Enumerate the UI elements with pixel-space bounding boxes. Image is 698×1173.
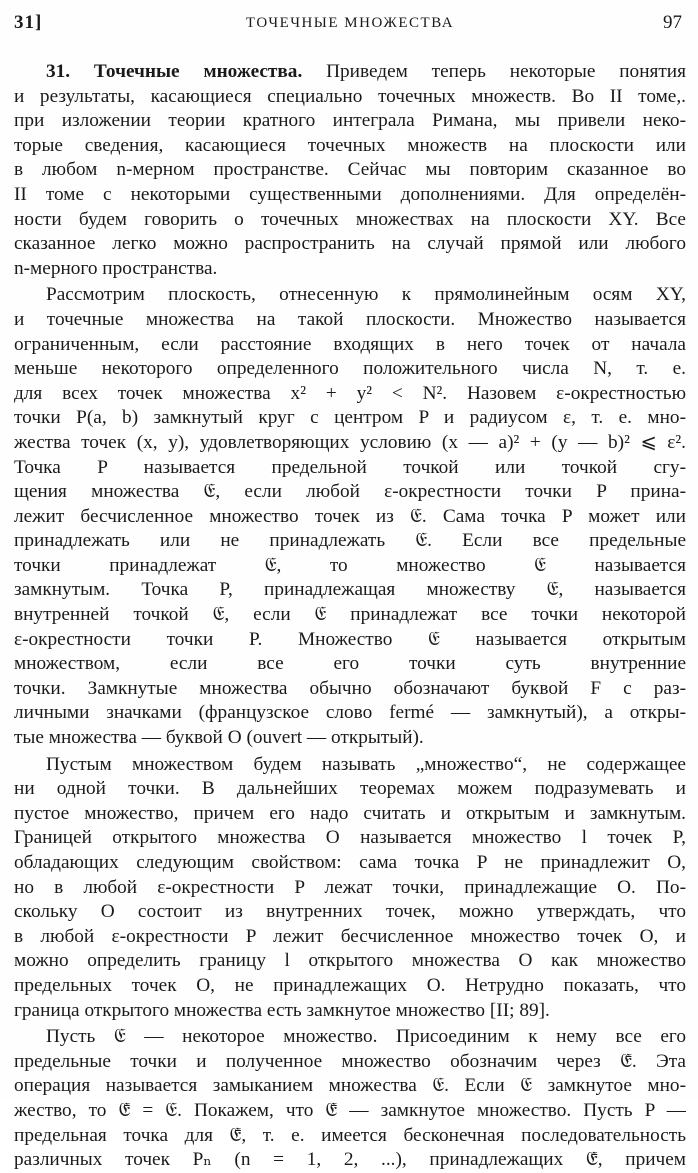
line-text: n-мерного пространства. xyxy=(14,257,218,279)
line-text: и результаты, касающиеся специально точечных множеств. Во II томе,. xyxy=(14,85,686,107)
line-text: Пусть 𝔈 — некоторое множество. Присоединим к нему все его xyxy=(46,1026,686,1048)
text-line xyxy=(14,949,686,974)
text-line xyxy=(14,900,686,925)
line-text: точки. Замкнутые множества обычно обозначают буквой F с раз- xyxy=(14,677,686,699)
text-line xyxy=(14,777,686,802)
section-title: 31. Точечные множества. xyxy=(46,61,303,82)
line-text: точки P(a, b) замкнутый круг с центром P и радиусом ε, т. е. мно- xyxy=(14,407,686,429)
text-line xyxy=(14,308,686,333)
text-line xyxy=(14,1025,686,1050)
text-line xyxy=(14,183,686,208)
text-line xyxy=(14,406,686,431)
text-line xyxy=(14,208,686,233)
line-text: и точечные множества на такой плоскости. Множество называется xyxy=(14,308,686,330)
line-text: жество, то 𝔈̄ = 𝔈. Покажем, что 𝔈̄ — замкнутое множество. Пусть P — xyxy=(14,1099,686,1121)
line-text: в любом n-мерном пространстве. Сейчас мы повторим сказанное во xyxy=(14,159,686,181)
text-line xyxy=(14,652,686,677)
line-text: щения множества 𝔈, если любой ε-окрестности точки P прина- xyxy=(14,481,686,503)
page-number: 97 xyxy=(663,12,682,33)
line-text: лежит бесчисленное множество точек из 𝔈. Сама точка P может или xyxy=(14,505,686,527)
line-text: Рассмотрим плоскость, отнесенную к прямолинейным осям XY, xyxy=(46,284,686,306)
line-text: различных точек Pₙ (n = 1, 2, ...), принадлежащих 𝔈̄, причем xyxy=(14,1149,686,1171)
text-line xyxy=(14,1050,686,1075)
text-line xyxy=(14,753,686,778)
paragraph xyxy=(14,60,686,281)
text-line xyxy=(14,134,686,159)
line-text: ограниченным, если расстояние входящих в него точек от начала xyxy=(14,333,686,355)
text-line xyxy=(14,480,686,505)
text-line xyxy=(14,382,686,407)
line-text: предельных точек O, не принадлежащих O. Нетрудно показать, что xyxy=(14,974,686,996)
line-text: Пустым множеством будем называть „множество“, не содержащее xyxy=(46,753,686,775)
line-text: Точка P называется предельной точкой или точкой сгу- xyxy=(14,456,686,478)
line-text: ности будем говорить о точечных множествах на плоскости XY. Все xyxy=(14,208,686,230)
line-text: жества точек (x, y), удовлетворяющих условию (x — a)² + (y — b)² ⩽ ε². xyxy=(14,431,686,453)
text-line xyxy=(14,456,686,481)
paragraph xyxy=(14,1025,686,1173)
line-text: можно определить границу l открытого множества O как множество xyxy=(14,950,686,972)
line-text: предельные точки и полученное множество обозначим через 𝔈̄. Эта xyxy=(14,1050,686,1072)
text-line xyxy=(14,431,686,456)
line-text: ε-окрестности точки P. Множество 𝔈 называется открытым xyxy=(14,628,686,650)
text-line xyxy=(14,1124,686,1149)
text-line xyxy=(14,851,686,876)
line-text: ни одной точки. В дальнейших теоремах можем подразумевать и xyxy=(14,778,686,800)
text-line xyxy=(14,826,686,851)
line-text: внутренней точкой 𝔈, если 𝔈 принадлежат все точки некоторой xyxy=(14,604,686,626)
text-line xyxy=(14,529,686,554)
paragraph xyxy=(14,283,686,750)
section-number: 31] xyxy=(14,12,43,33)
line-text: II томе с некоторыми существенными дополнениями. Для определён- xyxy=(14,183,686,205)
line-text: операция называется замыканием множества 𝔈. Если 𝔈 замкнутое мно- xyxy=(14,1075,686,1097)
text-line xyxy=(14,999,686,1024)
text-line xyxy=(14,158,686,183)
body-text xyxy=(14,60,686,1173)
line-text: точки принадлежат 𝔈, то множество 𝔈 называется xyxy=(14,554,686,576)
line-text: обладающих следующим свойством: сама точка P не принадлежит O, xyxy=(14,852,686,873)
text-line xyxy=(14,232,686,257)
text-line xyxy=(14,726,686,751)
text-line xyxy=(14,876,686,901)
text-line xyxy=(14,802,686,827)
text-line xyxy=(14,554,686,579)
line-text: сказанное легко можно распространить на случай прямой или любого xyxy=(14,233,686,255)
text-line xyxy=(14,357,686,382)
text-line xyxy=(14,1148,686,1173)
line-text: пустое множество, причем его надо считать и открытым и замкнутым. xyxy=(14,802,686,824)
text-line xyxy=(14,333,686,358)
line-text: принадлежать или не принадлежать 𝔈. Если все предельные xyxy=(14,530,686,552)
text-line xyxy=(14,109,686,134)
page-header xyxy=(14,10,686,36)
paragraph xyxy=(14,753,686,1024)
text-line xyxy=(14,1099,686,1124)
line-text: при изложении теории кратного интеграла Римана, мы привели неко- xyxy=(14,110,686,132)
line-text: тые множества — буквой O (ouvert — открытый). xyxy=(14,727,424,749)
text-line xyxy=(14,60,686,85)
line-text: замкнутым. Точка P, принадлежащая множеству 𝔈, называется xyxy=(14,579,686,601)
line-text: Приведем теперь некоторые понятия xyxy=(302,61,686,82)
line-text: граница открытого множества есть замкнутое множество [II; 89]. xyxy=(14,999,550,1021)
line-text: для всех точек множества x² + y² < N². Назовем ε-окрестностью xyxy=(14,382,686,404)
line-text: скольку O состоит из внутренних точек, можно утверждать, что xyxy=(14,901,686,923)
text-line xyxy=(14,578,686,603)
line-text: в любой ε-окрестности P лежит бесчисленное множество точек O, и xyxy=(14,925,686,947)
text-line xyxy=(14,677,686,702)
line-text: Границей открытого множества O называется множество l точек P, xyxy=(14,827,686,849)
text-line xyxy=(14,283,686,308)
running-title: ТОЧЕЧНЫЕ МНОЖЕСТВА xyxy=(245,15,455,31)
text-line xyxy=(14,257,686,282)
line-text: но в любой ε-окрестности P лежат точки, принадлежащие O. По- xyxy=(14,876,686,898)
line-text: множеством, если все его точки суть внутренние xyxy=(14,653,686,675)
text-line xyxy=(14,974,686,999)
line-text: предельная точка для 𝔈̄, т. е. имеется бесконечная последовательность xyxy=(14,1124,686,1146)
text-line xyxy=(14,505,686,530)
text-line xyxy=(14,628,686,653)
line-text: меньше некоторого определенного положительного числа N, т. е. xyxy=(14,358,686,380)
text-line xyxy=(14,701,686,726)
text-line xyxy=(14,925,686,950)
text-line xyxy=(14,85,686,110)
text-line xyxy=(14,1074,686,1099)
text-line xyxy=(14,603,686,628)
line-text: торые сведения, касающиеся точечных множеств на плоскости или xyxy=(14,134,686,156)
line-text: личными значками (французское слово fermé — замкнутый), а откры- xyxy=(14,702,686,724)
